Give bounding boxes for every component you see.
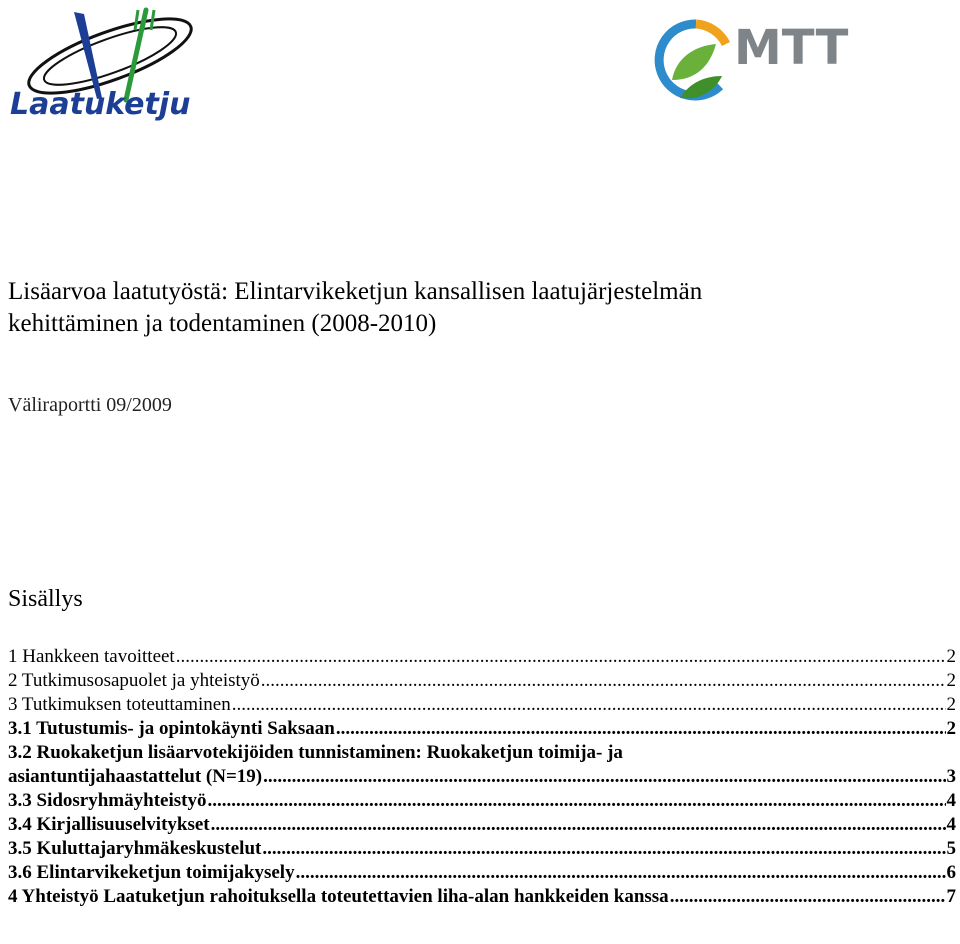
- mtt-logo: [650, 14, 866, 106]
- toc-entry-3-6[interactable]: [8, 861, 956, 885]
- toc-entry-text: 1 Hankkeen tavoitteet: [8, 646, 175, 667]
- toc-entry-text: 4 Yhteistyö Laatuketjun rahoituksella toteutettavien liha-alan hankkeiden kanssa: [8, 886, 669, 907]
- laatuketju-logo: [6, 4, 206, 122]
- toc-entry-page: 2: [946, 646, 956, 667]
- table-of-contents: [8, 645, 956, 909]
- toc-entry-2[interactable]: [8, 669, 956, 693]
- toc-entry-text: 3.3 Sidosryhmäyhteistyö: [8, 790, 207, 811]
- toc-entry-page: 2: [946, 694, 956, 715]
- toc-entry-text: 3.5 Kuluttajaryhmäkeskustelut: [8, 838, 262, 859]
- toc-heading: Sisällys: [8, 586, 83, 612]
- svg-text:MTT: MTT: [734, 20, 849, 76]
- title-line-1: Lisäarvoa laatutyöstä: Elintarvikeketjun kansallisen laatujärjestelmän: [8, 278, 703, 305]
- toc-entry-page: 2: [946, 670, 956, 691]
- svg-text:Laatuketju: Laatuketju: [10, 87, 191, 122]
- toc-entry-text-continued: asiantuntijahaastattelut (N=19): [8, 766, 263, 787]
- toc-entry-3-4[interactable]: [8, 813, 956, 837]
- toc-leader-dots: [262, 837, 945, 861]
- toc-entry-3-1[interactable]: [8, 717, 956, 741]
- toc-entry-text: 3.4 Kirjallisuuselvitykset: [8, 814, 210, 835]
- toc-entry-page: 5: [946, 838, 956, 859]
- toc-entry-page: 4: [946, 790, 956, 811]
- report-subtitle: Väliraportti 09/2009: [8, 394, 172, 416]
- toc-entry-3-2[interactable]: [8, 741, 956, 789]
- document-title: [8, 276, 938, 340]
- toc-entry-page: 3: [946, 766, 956, 787]
- toc-leader-dots: [211, 813, 946, 837]
- toc-entry-text: 3 Tutkimuksen toteuttaminen: [8, 694, 231, 715]
- toc-entry-1[interactable]: [8, 645, 956, 669]
- toc-entry-page: 6: [946, 862, 956, 883]
- toc-leader-dots: [670, 885, 946, 909]
- toc-entry-3-5[interactable]: [8, 837, 956, 861]
- toc-entry-4[interactable]: [8, 885, 956, 909]
- toc-entry-text: 3.2 Ruokaketjun lisäarvotekijöiden tunnistaminen: Ruokaketjun toimija- ja: [8, 742, 623, 763]
- toc-leader-dots: [176, 645, 946, 669]
- toc-entry-page: 4: [946, 814, 956, 835]
- toc-entry-page: 7: [946, 886, 956, 907]
- toc-leader-dots: [296, 861, 946, 885]
- toc-entry-text: 3.6 Elintarvikeketjun toimijakysely: [8, 862, 295, 883]
- title-line-2: kehittäminen ja todentaminen (2008-2010): [8, 310, 437, 337]
- toc-leader-dots: [336, 717, 946, 741]
- toc-entry-3[interactable]: [8, 693, 956, 717]
- toc-leader-dots: [207, 789, 945, 813]
- toc-entry-text: 3.1 Tutustumis- ja opintokäynti Saksaan: [8, 718, 335, 739]
- toc-leader-dots: [232, 693, 946, 717]
- toc-leader-dots: [261, 669, 946, 693]
- toc-entry-page: 2: [946, 718, 956, 739]
- toc-entry-text: 2 Tutkimusosapuolet ja yhteistyö: [8, 670, 260, 691]
- toc-leader-dots: [263, 765, 945, 789]
- toc-entry-3-3[interactable]: [8, 789, 956, 813]
